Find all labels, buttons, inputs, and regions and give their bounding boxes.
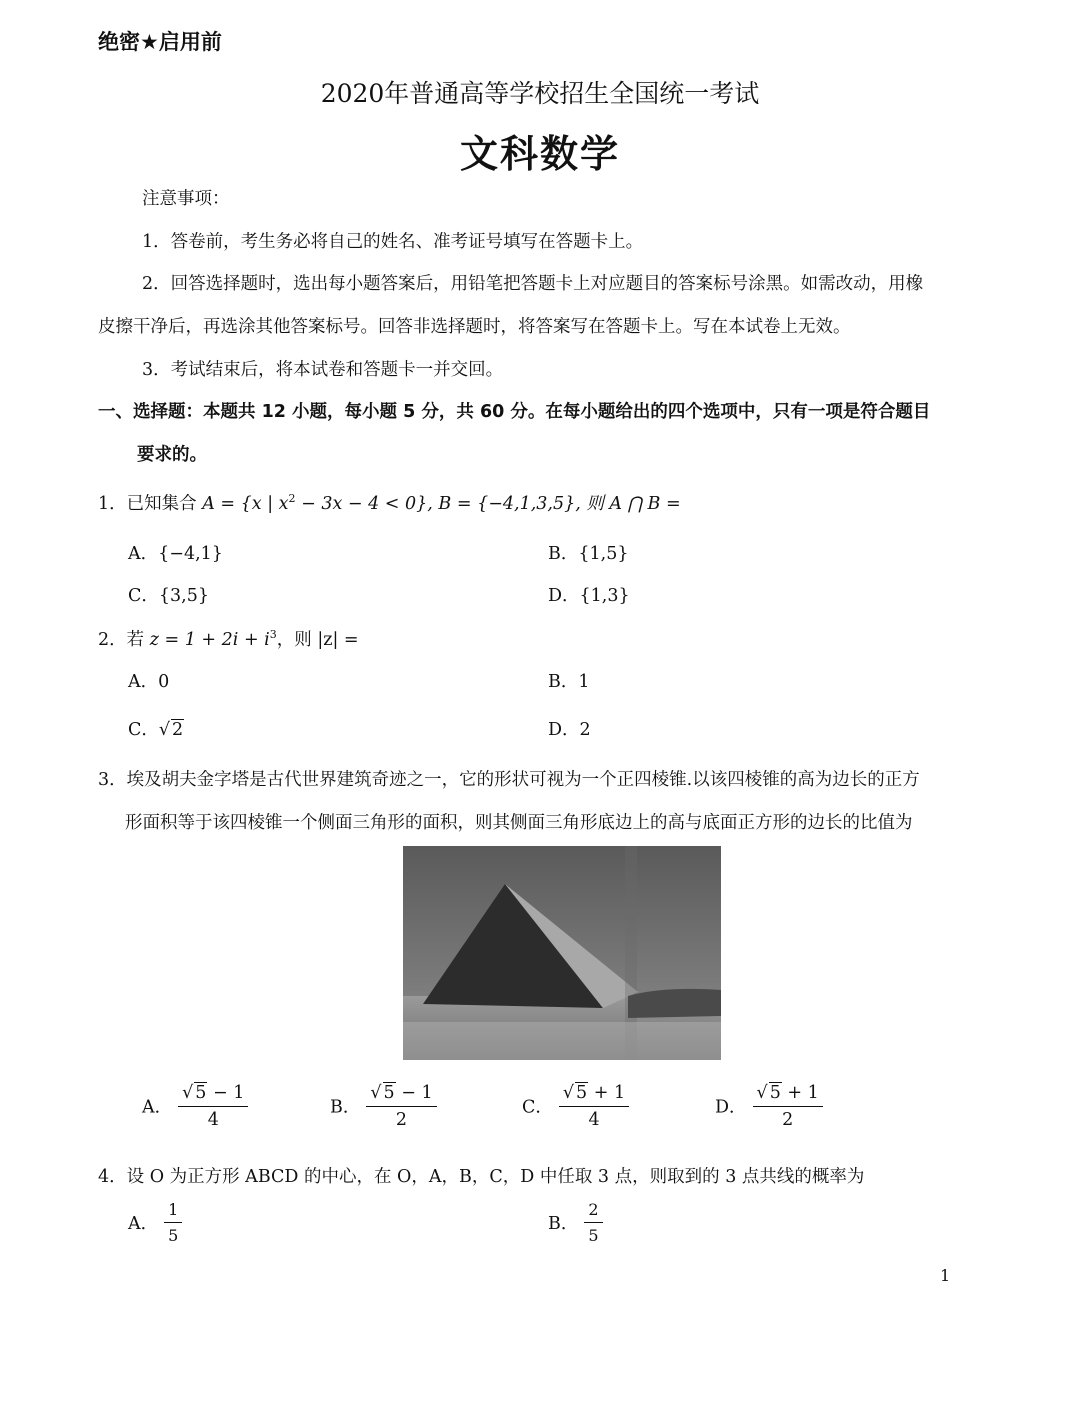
question-2-option-a: A．0 bbox=[128, 672, 170, 692]
page-number: 1 bbox=[940, 1266, 951, 1285]
notice-title: 注意事项： bbox=[142, 189, 230, 209]
question-2: 2．若 $z = 1 + 2i + i^3$，则 |z| = bbox=[98, 628, 359, 650]
question-3-option-a: A． $\frac{√ 5 - 1}{4}$ bbox=[142, 1082, 248, 1130]
question-1-option-c: C．{3,5} bbox=[128, 586, 209, 606]
question-1-option-a: A．{−4,1} bbox=[128, 544, 223, 564]
notice-item-2-line-2: 皮擦干净后，再选涂其他答案标号。回答非选择题时，将答案写在答题卡上。写在本试卷上无效。 bbox=[98, 317, 851, 337]
pyramid-photo bbox=[403, 846, 721, 1060]
question-3-option-c: C． $\frac{√ 5 + 1}{4}$ bbox=[522, 1082, 629, 1130]
question-2-option-c: C．√ 2 bbox=[128, 720, 184, 740]
question-3-option-b: B． $\frac{√ 5 - 1}{2}$ bbox=[330, 1082, 437, 1130]
question-1 bbox=[98, 490, 681, 515]
section-1-heading: 一、选择题：本题共 12 小题，每小题 5 分，共 60 分。在每小题给出的四个选项中，只有一项是符合题目 bbox=[98, 402, 931, 422]
confidential-label: 绝密★启用前 bbox=[98, 30, 222, 54]
notice-item-2-line-1: 2．回答选择题时，选出每小题答案后，用铅笔把答题卡上对应题目的答案标号涂黑。如需改动，用橡 bbox=[142, 274, 924, 294]
subject-title: 文科数学 bbox=[459, 132, 620, 176]
section-1-heading-line-2: 要求的。 bbox=[137, 445, 207, 465]
question-1-set-a: A = {x | x bbox=[202, 494, 289, 514]
question-1-number: 1． bbox=[98, 494, 127, 514]
question-2-option-d: D．2 bbox=[548, 720, 591, 740]
question-3-line-1: 3．埃及胡夫金字塔是古代世界建筑奇迹之一，它的形状可视为一个正四棱锥.以该四棱锥的高为边长的正方 bbox=[98, 770, 920, 790]
pyramid-photo-icon bbox=[403, 846, 721, 1060]
question-1-option-b: B．{1,5} bbox=[548, 544, 629, 564]
question-2-option-b: B．1 bbox=[548, 672, 590, 692]
question-3-option-d: D． $\frac{√ 5 + 1}{2}$ bbox=[715, 1082, 823, 1130]
exam-title: 2020年普通高等学校招生全国统一考试 bbox=[320, 79, 760, 108]
question-2-suffix: ，则 |z| = bbox=[276, 630, 359, 650]
question-4-option-b: B． $\frac{2}{5}$ bbox=[548, 1200, 603, 1245]
question-1-expression: − 3x − 4 < 0}, B = {−4,1,3,5}, 则 A ⋂ B = bbox=[295, 494, 681, 514]
question-1-prefix: 已知集合 bbox=[126, 494, 203, 514]
question-3-line-2: 形面积等于该四棱锥一个侧面三角形的面积，则其侧面三角形底边上的高与底面正方形的边长的比值为 bbox=[125, 813, 913, 833]
question-2-expression: z = 1 + 2i + i bbox=[149, 630, 270, 650]
question-1-option-d: D．{1,3} bbox=[548, 586, 630, 606]
question-4-option-a: A． $\frac{1}{5}$ bbox=[128, 1200, 182, 1245]
notice-item-1: 1．答卷前，考生务必将自己的姓名、准考证号填写在答题卡上。 bbox=[142, 232, 644, 252]
notice-item-3: 3．考试结束后，将本试卷和答题卡一并交回。 bbox=[142, 360, 504, 380]
question-4: 4．设 O 为正方形 ABCD 的中心，在 O，A，B，C，D 中任取 3 点，则取到的 3 点共线的概率为 bbox=[98, 1167, 865, 1187]
question-1-exponent: 2 bbox=[288, 492, 296, 506]
